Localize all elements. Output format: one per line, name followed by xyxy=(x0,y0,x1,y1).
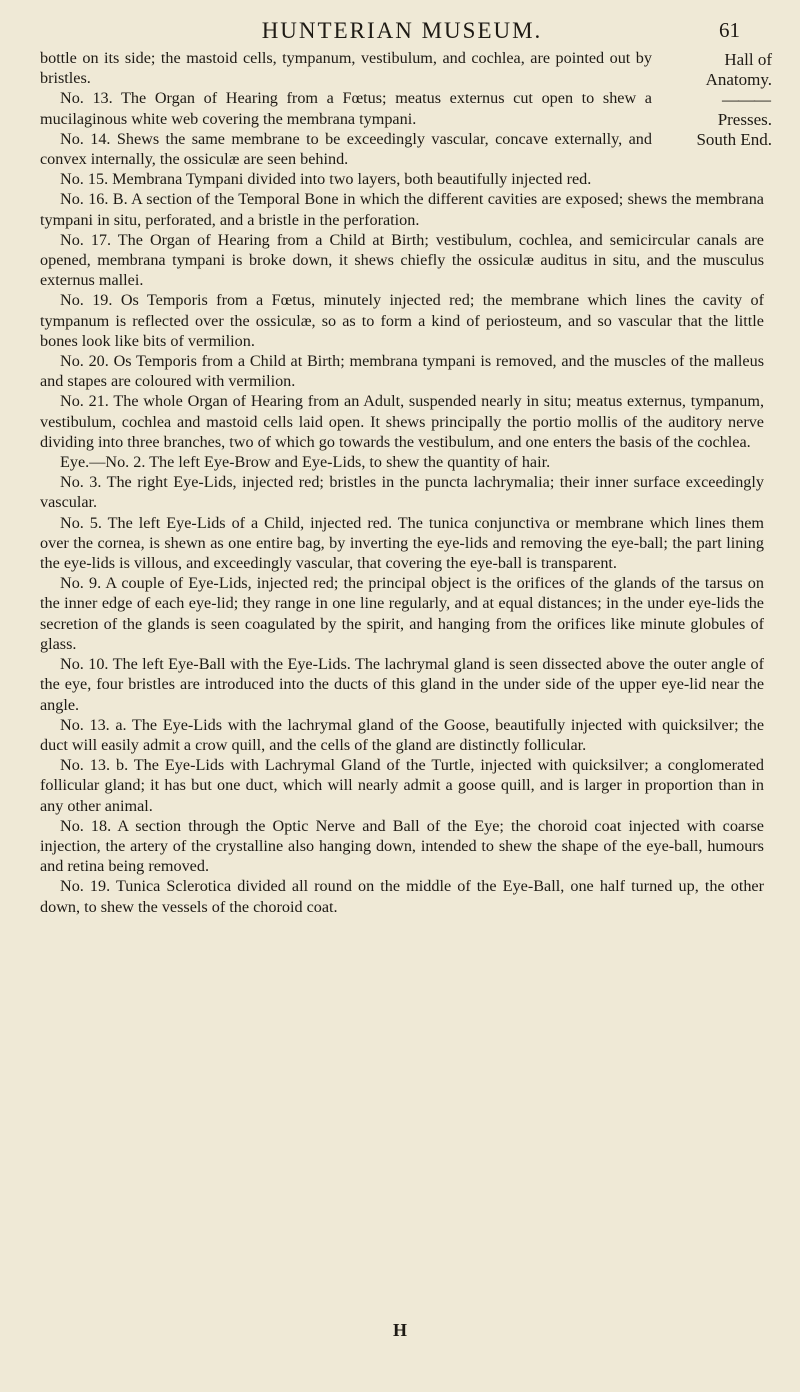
catalogue-entry: No. 21. The whole Organ of Hearing from an Adult, suspended nearly in situ; meatus externus, tympanum, vestibulum, cochlea and mastoid cells laid open. It shews principally the portio mollis of the auditory nerve dividing into three branches, two of which go towards the vestibulum, and one enters the basis of the cochlea. xyxy=(40,392,764,451)
catalogue-entry: No. 20. Os Temporis from a Child at Birth; membrana tympani is removed, and the muscles of the malleus and stapes are coloured with vermilion. xyxy=(40,352,764,391)
margin-note-anatomy: Anatomy. xyxy=(705,70,772,89)
catalogue-entry: No. 15. Membrana Tympani divided into two layers, both beautifully injected red. xyxy=(60,170,592,189)
catalogue-entry: No. 19. Os Temporis from a Fœtus, minutely injected red; the membrane which lines the cavity of tympanum is reflected over the ossiculæ, so as to form a kind of periosteum, and so vascular that the little bones look like bits of vermilion. xyxy=(40,291,764,350)
catalogue-entry: No. 18. A section through the Optic Nerve and Ball of the Eye; the choroid coat injected with coarse injection, the artery of the crystalline also hanging down, intended to shew the shape of the eye-ball, humours and retina being removed. xyxy=(40,816,764,876)
catalogue-entry: No. 5. The left Eye-Lids of a Child, injected red. The tunica conjunctiva or membrane which lines them over the cornea, is shewn as one entire bag, by inverting the eye-lids and removing the eye-ball; the part lining the eye-lids is villous, and exceedingly vascular, that covering the eye-ball is transparent. xyxy=(40,513,764,573)
catalogue-entry: No. 17. The Organ of Hearing from a Child at Birth; vestibulum, cochlea, and semicircular canals are opened, membrana tympani is broke down, it shews chiefly the ossiculæ auditus in situ, and the musculus externus mallei. xyxy=(40,230,764,290)
catalogue-entries xyxy=(40,48,764,917)
signature-mark: H xyxy=(392,1320,407,1340)
margin-note-south-end: South End. xyxy=(696,130,772,149)
margin-notes xyxy=(654,50,772,150)
catalogue-entry: No. 13. a. The Eye-Lids with the lachrymal gland of the Goose, beautifully injected with quicksilver; the duct will easily admit a crow quill, and the cells of the gland are distinctly follicular. xyxy=(40,715,764,754)
catalogue-entry: No. 9. A couple of Eye-Lids, injected red; the principal object is the orifices of the glands of the tarsus on the inner edge of each eye-lid; they range in one line regularly, and at equal distances; in the under eye-lids the secretion of the glands is seen coagulated by the spirit, and hanging from the orifices like minute globules of glass. xyxy=(40,574,764,653)
catalogue-entry: No. 10. The left Eye-Ball with the Eye-Lids. The lachrymal gland is seen dissected above the outer angle of the eye, four bristles are introduced into the ducts of this gland in the under side of the upper eye-lid near the angle. xyxy=(40,655,764,714)
catalogue-entry: No. 13. The Organ of Hearing from a Fœtus; meatus externus cut open to shew a mucilaginous white web covering the membrana tympani. xyxy=(40,89,652,128)
page-header xyxy=(40,18,764,48)
catalogue-entry: No. 3. The right Eye-Lids, injected red; bristles in the puncta lachrymalia; their inner surface exceedingly vascular. xyxy=(40,473,764,512)
catalogue-entry: bottle on its side; the mastoid cells, tympanum, vestibulum, and cochlea, are pointed out by bristles. xyxy=(40,49,652,88)
running-title: HUNTERIAN MUSEUM. xyxy=(261,18,543,43)
margin-note-presses: Presses. xyxy=(717,110,772,129)
catalogue-entry: Eye.—No. 2. The left Eye-Brow and Eye-Lids, to shew the quantity of hair. xyxy=(60,453,551,472)
margin-note-dash: ——— xyxy=(722,90,770,109)
catalogue-entry: No. 14. Shews the same membrane to be exceedingly vascular, concave externally, and convex internally, the ossiculæ are seen behind. xyxy=(40,129,652,169)
catalogue-entry: No. 13. b. The Eye-Lids with Lachrymal Gland of the Turtle, injected with quicksilver; a conglomerated follicular gland; it has but one duct, which will nearly admit a goose quill, and is larger in proportion than in any other animal. xyxy=(40,756,764,815)
catalogue-entry: No. 16. B. A section of the Temporal Bone in which the different cavities are exposed; shews the membrana tympani in situ, perforated, and a bristle in the perforation. xyxy=(40,190,764,229)
catalogue-entry: No. 19. Tunica Sclerotica divided all round on the middle of the Eye-Ball, one half turned up, the other down, to shew the vessels of the choroid coat. xyxy=(40,877,764,916)
page-body xyxy=(40,48,772,917)
page-number: 61 xyxy=(719,18,740,42)
margin-note-hall: Hall of xyxy=(724,50,772,69)
